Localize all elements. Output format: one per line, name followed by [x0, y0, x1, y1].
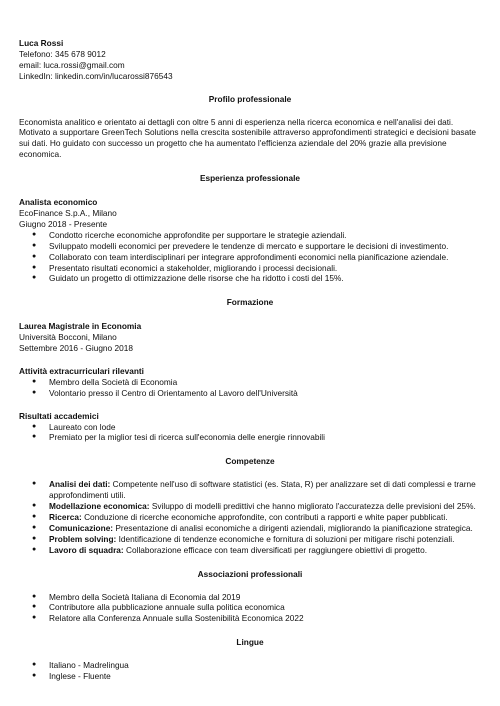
- skill-item: [19, 512, 481, 523]
- profile-text: Economista analitico e orientato ai dettagli con oltre 5 anni di esperienza nella ricerca economica e nell'analisi dei dati. Motivato a supportare GreenTech Solutions nella crescita sostenibile attraverso approfondimenti strategici e decisioni basate sui dati. Ho guidato con successo un progetto che ha aumentato l'efficienza aziendale del 20% grazie alla previsione economica.: [19, 116, 477, 160]
- list-item: ● Sviluppato modelli economici per prevedere le tendenze di mercato e supportare le decisioni di investimento.: [19, 241, 481, 252]
- degree: Laurea Magistrale in Economia: [19, 321, 142, 332]
- linkedin: LinkedIn: linkedin.com/in/lucarossi876543: [19, 70, 173, 81]
- list-item: ● Volontario presso il Centro di Orientamento al Lavoro dell'Università: [19, 388, 481, 399]
- section-title-experience: Esperienza professionale: [199, 173, 301, 184]
- phone: Telefono: 345 678 9012: [19, 48, 106, 59]
- section-title-languages: Lingue: [236, 637, 264, 648]
- skill-text: Competente nell'uso di software statistici (es. Stata, R) per analizzare set di dati complessi e trarne approfondimenti utili.: [49, 479, 476, 501]
- skill-text: Conduzione di ricerche economiche approfondite, con contributi a rapporti e white paper pubblicati.: [84, 512, 448, 522]
- skill-item: [19, 534, 481, 545]
- skill-label: Modellazione economica:: [49, 501, 150, 512]
- list-item: ● Membro della Società Italiana di Economia dal 2019: [19, 592, 481, 603]
- candidate-name: Luca Rossi: [19, 38, 64, 48]
- list-item: ● Membro della Società di Economia: [19, 377, 481, 388]
- skill-label: Lavoro di squadra:: [49, 544, 124, 555]
- results-title: Risultati accademici: [19, 410, 99, 421]
- list-item: ● Contributore alla pubblicazione annuale sulla politica economica: [19, 602, 481, 613]
- skill-item: [19, 523, 481, 534]
- skill-item: [19, 501, 481, 512]
- skill-label: Ricerca:: [49, 512, 82, 522]
- list-item: ● Guidato un progetto di ottimizzazione delle risorse che ha ridotto i costi del 15%.: [19, 273, 481, 284]
- section-title-skills: Competenze: [225, 456, 275, 467]
- job-company: EcoFinance S.p.A., Milano: [19, 207, 117, 218]
- skill-label: Comunicazione:: [49, 522, 114, 533]
- skill-text: Sviluppo di modelli predittivi che hanno migliorato l'accuratezza delle previsioni del 25%.: [151, 501, 476, 512]
- section-title-associations: Associazioni professionali: [197, 568, 303, 579]
- skill-item: [19, 545, 481, 556]
- skill-item: [19, 479, 481, 501]
- skill-text: Presentazione di analisi economiche a dirigenti aziendali, migliorando la pianificazione strategica.: [115, 522, 473, 533]
- experience-bullets: [19, 230, 481, 285]
- list-item: ● Premiato per la miglior tesi di ricerca sull'economia delle energie rinnovabili: [19, 432, 481, 443]
- education-entry: [19, 321, 481, 354]
- list-item: ● Condotto ricerche economiche approfondite per supportare le strategie aziendali.: [19, 230, 481, 241]
- skill-label: Problem solving:: [49, 533, 117, 544]
- languages-list: [19, 660, 481, 682]
- results-list: [19, 422, 481, 444]
- skill-label: Analisi dei dati:: [49, 479, 111, 490]
- activities-list: [19, 377, 481, 399]
- section-title-profile: Profilo professionale: [208, 93, 292, 104]
- skill-text: Identificazione di tendenze economiche e fornitura di soluzioni per mitigare rischi potenziali.: [118, 533, 455, 544]
- list-item: ● Collaborato con team interdisciplinari per integrare approfondimenti economici nella pianificazione aziendale.: [19, 252, 481, 263]
- school: Università Bocconi, Milano: [19, 332, 117, 343]
- experience-entry: [19, 197, 481, 284]
- job-dates: Giugno 2018 - Presente: [19, 218, 108, 229]
- list-item: ● Laureato con lode: [19, 422, 481, 433]
- email: email: luca.rossi@gmail.com: [19, 59, 125, 70]
- job-role: Analista economico: [19, 197, 98, 208]
- list-item: ● Relatore alla Conferenza Annuale sulla Sostenibilità Economica 2022: [19, 613, 481, 624]
- list-item: ● Inglese - Fluente: [19, 671, 481, 682]
- education-dates: Settembre 2016 - Giugno 2018: [19, 343, 133, 354]
- skills-list: [19, 479, 481, 555]
- associations-list: [19, 592, 481, 625]
- list-item: ● Italiano - Madrelingua: [19, 660, 481, 671]
- section-title-education: Formazione: [226, 297, 274, 308]
- list-item: ● Presentato risultati economici a stakeholder, migliorando i processi decisionali.: [19, 263, 481, 274]
- skill-text: Collaborazione efficace con team diversificati per raggiungere obiettivi di progetto.: [126, 544, 428, 555]
- contact-header: [19, 38, 481, 82]
- activities-title: Attività extracurriculari rilevanti: [19, 365, 144, 376]
